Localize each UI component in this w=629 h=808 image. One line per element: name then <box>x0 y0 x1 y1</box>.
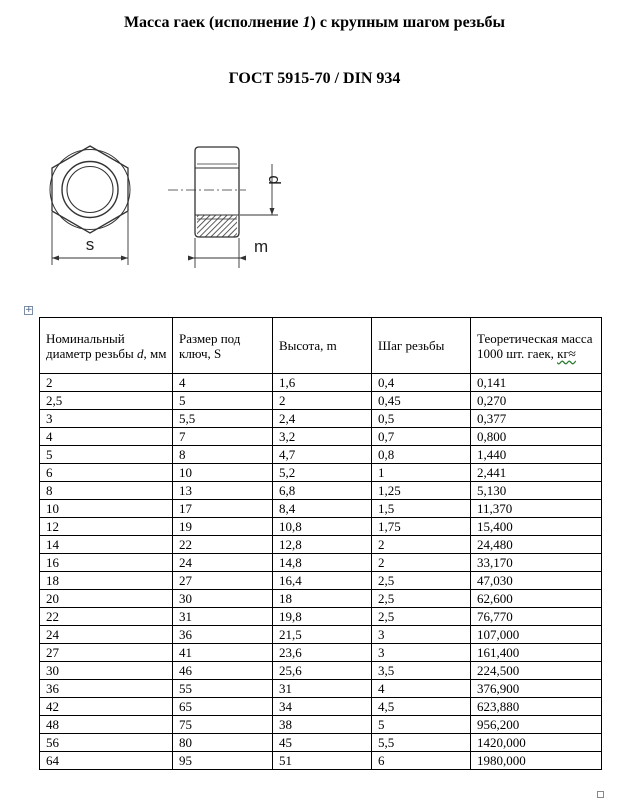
cell-pitch: 0,4 <box>372 374 471 392</box>
cell-height: 14,8 <box>273 554 372 572</box>
cell-diameter: 2 <box>40 374 173 392</box>
cell-mass: 11,370 <box>471 500 602 518</box>
cell-wrench-size: 36 <box>173 626 273 644</box>
cell-height: 45 <box>273 734 372 752</box>
cell-height: 31 <box>273 680 372 698</box>
cell-mass: 161,400 <box>471 644 602 662</box>
cell-pitch: 1,75 <box>372 518 471 536</box>
table-row <box>40 680 602 698</box>
cell-wrench-size: 8 <box>173 446 273 464</box>
cell-height: 8,4 <box>273 500 372 518</box>
cell-diameter: 42 <box>40 698 173 716</box>
cell-mass: 1,440 <box>471 446 602 464</box>
table-row <box>40 374 602 392</box>
cell-pitch: 1,25 <box>372 482 471 500</box>
cell-mass: 62,600 <box>471 590 602 608</box>
cell-wrench-size: 27 <box>173 572 273 590</box>
cell-wrench-size: 31 <box>173 608 273 626</box>
cell-diameter: 5 <box>40 446 173 464</box>
cell-pitch: 3,5 <box>372 662 471 680</box>
table-row <box>40 518 602 536</box>
title-variant-number: 1 <box>302 14 311 31</box>
header-mass: Теоретическая масса 1000 шт. гаек, кг≈ <box>471 318 602 374</box>
cell-pitch: 2 <box>372 536 471 554</box>
cell-pitch: 6 <box>372 752 471 770</box>
cell-pitch: 2 <box>372 554 471 572</box>
header-diameter: Номинальный диаметр резьбы d, мм <box>40 318 173 374</box>
cell-mass: 33,170 <box>471 554 602 572</box>
cell-pitch: 3 <box>372 626 471 644</box>
cell-height: 23,6 <box>273 644 372 662</box>
table-row <box>40 734 602 752</box>
cell-diameter: 18 <box>40 572 173 590</box>
m-arrow-left <box>188 256 195 261</box>
cell-height: 3,2 <box>273 428 372 446</box>
cell-height: 19,8 <box>273 608 372 626</box>
cell-diameter: 48 <box>40 716 173 734</box>
cell-diameter: 27 <box>40 644 173 662</box>
label-d: d <box>265 175 284 185</box>
cell-mass: 2,441 <box>471 464 602 482</box>
table-header-row <box>40 318 602 374</box>
thread-hatching <box>197 215 237 237</box>
cell-mass: 0,377 <box>471 410 602 428</box>
standard-title: ГОСТ 5915-70 / DIN 934 <box>228 70 401 87</box>
cell-wrench-size: 80 <box>173 734 273 752</box>
title-text-end: ) с крупным шагом резьбы <box>310 14 506 31</box>
cell-wrench-size: 24 <box>173 554 273 572</box>
table-row <box>40 392 602 410</box>
cell-height: 21,5 <box>273 626 372 644</box>
outer-thread-circle <box>62 162 118 218</box>
cell-pitch: 0,8 <box>372 446 471 464</box>
cell-wrench-size: 5 <box>173 392 273 410</box>
cell-diameter: 20 <box>40 590 173 608</box>
cell-pitch: 5,5 <box>372 734 471 752</box>
cell-wrench-size: 30 <box>173 590 273 608</box>
s-arrow-left <box>52 256 59 261</box>
cell-height: 2,4 <box>273 410 372 428</box>
cell-mass: 224,500 <box>471 662 602 680</box>
cell-mass: 0,800 <box>471 428 602 446</box>
table-row <box>40 482 602 500</box>
cell-wrench-size: 4 <box>173 374 273 392</box>
table-row <box>40 662 602 680</box>
cell-wrench-size: 13 <box>173 482 273 500</box>
cell-diameter: 8 <box>40 482 173 500</box>
cell-wrench-size: 17 <box>173 500 273 518</box>
cell-height: 18 <box>273 590 372 608</box>
title-text-start: Масса гаек (исполнение <box>123 14 303 31</box>
table-row <box>40 698 602 716</box>
cell-mass: 1420,000 <box>471 734 602 752</box>
cell-wrench-size: 22 <box>173 536 273 554</box>
cell-diameter: 30 <box>40 662 173 680</box>
cell-diameter: 24 <box>40 626 173 644</box>
cell-mass: 5,130 <box>471 482 602 500</box>
table-row <box>40 500 602 518</box>
cell-wrench-size: 95 <box>173 752 273 770</box>
cell-height: 12,8 <box>273 536 372 554</box>
cell-pitch: 0,7 <box>372 428 471 446</box>
inner-bore-circle <box>67 167 113 213</box>
table-row <box>40 752 602 770</box>
cell-pitch: 1 <box>372 464 471 482</box>
nut-drawing <box>40 130 290 270</box>
cell-mass: 47,030 <box>471 572 602 590</box>
cell-mass: 0,270 <box>471 392 602 410</box>
cell-pitch: 2,5 <box>372 572 471 590</box>
cell-diameter: 2,5 <box>40 392 173 410</box>
table-row <box>40 716 602 734</box>
cell-diameter: 56 <box>40 734 173 752</box>
cell-pitch: 5 <box>372 716 471 734</box>
cell-diameter: 12 <box>40 518 173 536</box>
table-row <box>40 464 602 482</box>
cell-height: 5,2 <box>273 464 372 482</box>
cell-wrench-size: 5,5 <box>173 410 273 428</box>
cell-height: 34 <box>273 698 372 716</box>
table-move-handle-icon[interactable]: + <box>25 305 33 315</box>
table-row <box>40 608 602 626</box>
cell-pitch: 2,5 <box>372 590 471 608</box>
cell-pitch: 2,5 <box>372 608 471 626</box>
cell-mass: 76,770 <box>471 608 602 626</box>
header-pitch: Шаг резьбы <box>372 318 471 374</box>
cell-mass: 956,200 <box>471 716 602 734</box>
document-title <box>0 14 629 32</box>
cell-height: 38 <box>273 716 372 734</box>
cell-pitch: 0,45 <box>372 392 471 410</box>
cell-diameter: 14 <box>40 536 173 554</box>
table-row <box>40 590 602 608</box>
cell-pitch: 4 <box>372 680 471 698</box>
label-m: m <box>254 237 269 256</box>
cell-wrench-size: 46 <box>173 662 273 680</box>
cell-wrench-size: 7 <box>173 428 273 446</box>
cell-height: 4,7 <box>273 446 372 464</box>
cell-wrench-size: 41 <box>173 644 273 662</box>
cell-height: 2 <box>273 392 372 410</box>
cell-mass: 24,480 <box>471 536 602 554</box>
table-row <box>40 410 602 428</box>
m-arrow-right <box>239 256 246 261</box>
cell-wrench-size: 10 <box>173 464 273 482</box>
table-row <box>40 572 602 590</box>
cell-mass: 15,400 <box>471 518 602 536</box>
cell-wrench-size: 19 <box>173 518 273 536</box>
cell-wrench-size: 65 <box>173 698 273 716</box>
cell-diameter: 3 <box>40 410 173 428</box>
cell-diameter: 6 <box>40 464 173 482</box>
cell-height: 25,6 <box>273 662 372 680</box>
label-s: s <box>85 235 95 254</box>
cell-diameter: 36 <box>40 680 173 698</box>
header-height: Высота, m <box>273 318 372 374</box>
cell-wrench-size: 75 <box>173 716 273 734</box>
table-row <box>40 554 602 572</box>
cell-diameter: 64 <box>40 752 173 770</box>
s-arrow-right <box>121 256 128 261</box>
table-resize-handle[interactable] <box>597 791 604 798</box>
cell-mass: 107,000 <box>471 626 602 644</box>
cell-mass: 1980,000 <box>471 752 602 770</box>
cell-height: 10,8 <box>273 518 372 536</box>
cell-height: 16,4 <box>273 572 372 590</box>
cell-mass: 0,141 <box>471 374 602 392</box>
cell-pitch: 1,5 <box>372 500 471 518</box>
cell-pitch: 3 <box>372 644 471 662</box>
cell-diameter: 16 <box>40 554 173 572</box>
cell-mass: 376,900 <box>471 680 602 698</box>
cell-height: 51 <box>273 752 372 770</box>
table-body <box>40 374 602 770</box>
cell-pitch: 4,5 <box>372 698 471 716</box>
table-row <box>40 626 602 644</box>
cell-wrench-size: 55 <box>173 680 273 698</box>
cell-pitch: 0,5 <box>372 410 471 428</box>
cell-mass: 623,880 <box>471 698 602 716</box>
d-arrow <box>270 208 275 215</box>
header-wrench-size: Размер под ключ, S <box>173 318 273 374</box>
table-row <box>40 536 602 554</box>
cell-diameter: 4 <box>40 428 173 446</box>
cell-height: 1,6 <box>273 374 372 392</box>
cell-height: 6,8 <box>273 482 372 500</box>
table-row <box>40 644 602 662</box>
nut-mass-table <box>39 317 602 770</box>
table-row <box>40 428 602 446</box>
cell-diameter: 10 <box>40 500 173 518</box>
table-row <box>40 446 602 464</box>
cell-diameter: 22 <box>40 608 173 626</box>
